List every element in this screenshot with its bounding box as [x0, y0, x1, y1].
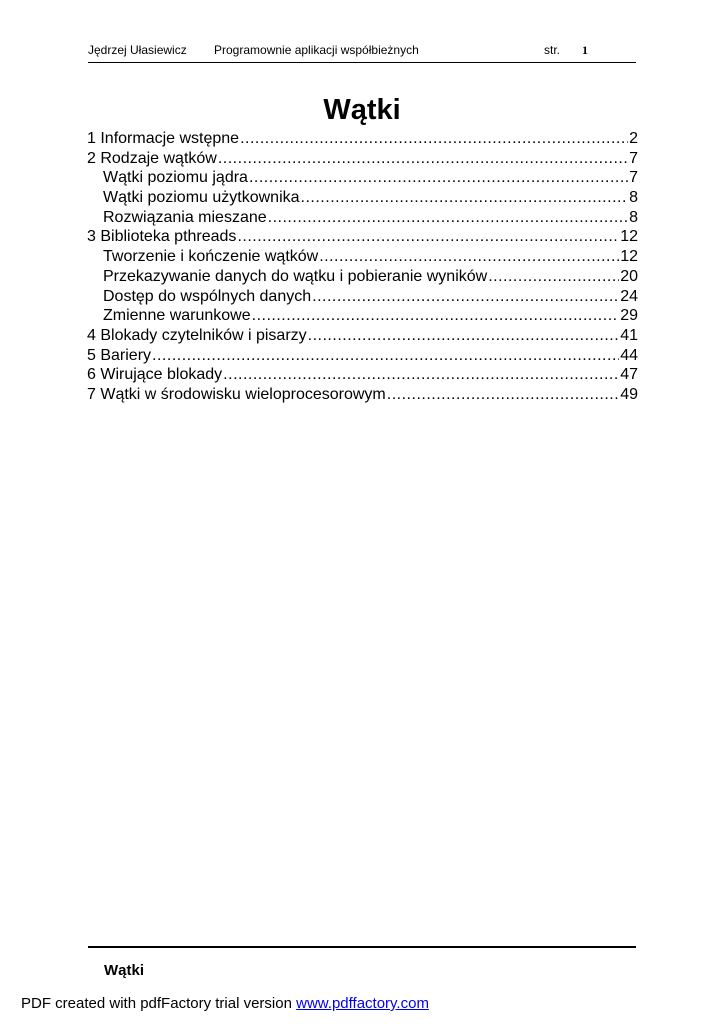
toc-dot-leader: [249, 168, 628, 188]
toc-entry-title: 3 Biblioteka pthreads: [87, 228, 237, 246]
toc-entry-title: 1 Informacje wstępne: [87, 130, 240, 147]
toc-entry-title: 6 Wirujące blokady: [87, 366, 223, 384]
toc-entry-page: 44: [620, 346, 638, 364]
toc-entry[interactable]: [87, 247, 638, 267]
toc-entry-title: Tworzenie i kończenie wątków: [103, 248, 319, 266]
toc-dot-leader: [223, 365, 619, 385]
header-document-title: Programownie aplikacji współbieżnych: [214, 43, 419, 57]
toc-entry-page: 12: [620, 248, 638, 266]
toc-entry[interactable]: [87, 306, 638, 326]
toc-dot-leader: [387, 385, 619, 405]
toc-entry[interactable]: [87, 385, 638, 405]
toc-entry-page: 20: [620, 267, 638, 285]
toc-dot-leader: [312, 287, 619, 307]
toc-entry-page: 24: [620, 287, 638, 305]
toc-entry-page: 8: [629, 189, 638, 207]
toc-entry[interactable]: [87, 346, 638, 366]
toc-entry-title: 7 Wątki w środowisku wieloprocesorowym: [87, 385, 386, 403]
toc-dot-leader: [301, 188, 629, 208]
table-of-contents: [87, 129, 638, 405]
toc-dot-leader: [319, 247, 619, 267]
toc-entry-title: 2 Rodzaje wątków: [87, 149, 217, 167]
toc-entry-title: 5 Bariery: [87, 346, 152, 364]
toc-entry-title: Rozwiązania mieszane: [103, 208, 267, 226]
document-title: Wątki: [323, 94, 401, 126]
toc-entry[interactable]: [87, 168, 638, 188]
toc-entry-page: 49: [620, 385, 638, 403]
toc-dot-leader: [252, 306, 620, 326]
toc-entry-page: 2: [629, 130, 638, 147]
footer-title: Wątki: [104, 962, 145, 979]
toc-entry-title: Zmienne warunkowe: [103, 307, 251, 325]
header-author: Jędrzej Ułasiewicz: [88, 43, 187, 57]
pdf-watermark-banner: [21, 995, 429, 1012]
toc-entry-page: 7: [629, 149, 638, 167]
toc-entry-title: Wątki poziomu użytkownika: [103, 189, 300, 207]
toc-entry-page: 8: [629, 208, 638, 226]
toc-entry[interactable]: [87, 188, 638, 208]
toc-entry[interactable]: [87, 267, 638, 287]
toc-entry[interactable]: [87, 227, 638, 247]
toc-dot-leader: [237, 227, 619, 247]
toc-dot-leader: [488, 267, 619, 287]
pdf-banner-text: PDF created with pdfFactory trial version: [21, 995, 297, 1012]
pdffactory-link[interactable]: www.pdffactory.com: [296, 995, 429, 1012]
toc-entry-title: Dostęp do wspólnych danych: [103, 287, 312, 305]
header-page-number: 1: [582, 43, 588, 57]
header-page-label: str.: [544, 43, 561, 57]
page-header: [88, 42, 636, 63]
toc-entry-page: 12: [620, 228, 638, 246]
toc-dot-leader: [218, 149, 628, 169]
footer-divider: [88, 946, 636, 948]
toc-entry[interactable]: [87, 365, 638, 385]
toc-entry-page: 47: [620, 366, 638, 384]
toc-entry-page: 7: [629, 169, 638, 187]
toc-dot-leader: [152, 346, 619, 366]
toc-dot-leader: [268, 208, 628, 228]
toc-entry-title: Przekazywanie danych do wątku i pobieranie wyników: [103, 267, 488, 285]
toc-entry[interactable]: [87, 326, 638, 346]
toc-entry-page: 29: [620, 307, 638, 325]
toc-dot-leader: [240, 129, 628, 149]
toc-entry[interactable]: [87, 149, 638, 169]
toc-entry[interactable]: [87, 129, 638, 149]
toc-entry-title: 4 Blokady czytelników i pisarzy: [87, 326, 307, 344]
toc-entry-title: Wątki poziomu jądra: [103, 169, 248, 187]
toc-entry[interactable]: [87, 287, 638, 307]
toc-entry-page: 41: [620, 326, 638, 344]
toc-dot-leader: [308, 326, 620, 346]
toc-entry[interactable]: [87, 208, 638, 228]
